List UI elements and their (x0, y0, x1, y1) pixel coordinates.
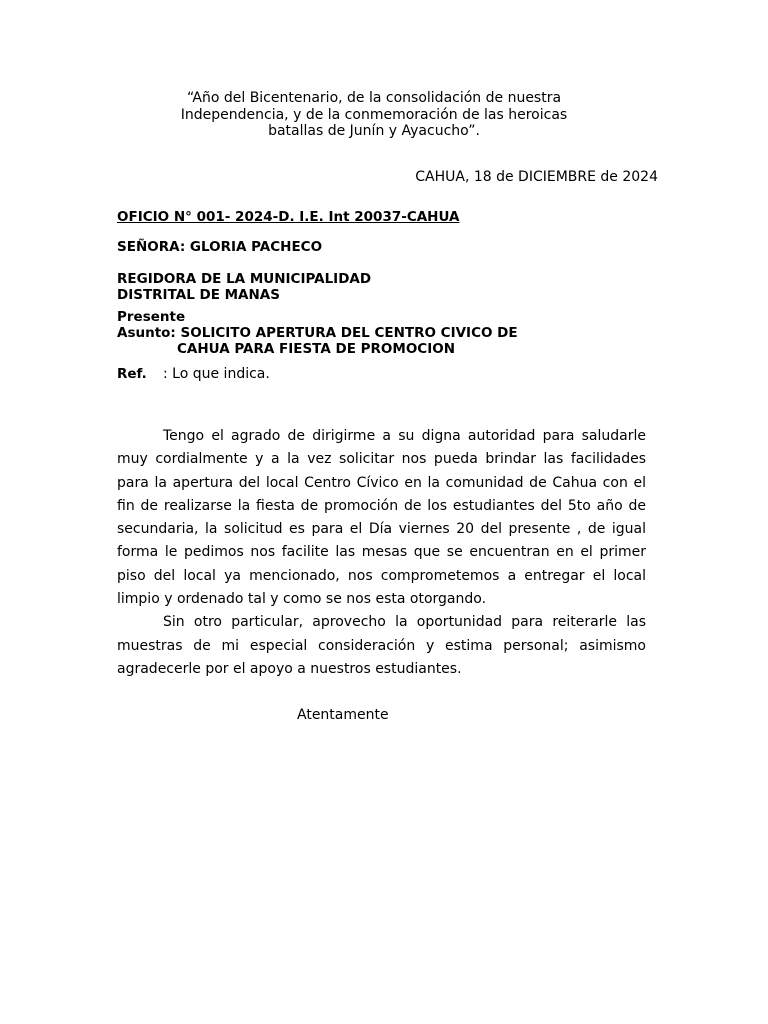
reference (117, 366, 270, 382)
oficio-number: OFICIO N° 001- 2024-D. I.E. Int 20037-CAHUA (117, 209, 460, 225)
subject-line-1: Asunto: SOLICITO APERTURA DEL CENTRO CIVICO DE (117, 325, 518, 341)
reference-value: : Lo que indica. (163, 366, 270, 382)
presente-label: Presente (117, 309, 186, 325)
header-motto (0, 90, 748, 140)
reference-label: Ref. (117, 366, 147, 382)
motto-line-1: “Año del Bicentenario, de la consolidación de nuestra (186, 90, 562, 106)
date-line: CAHUA, 18 de DICIEMBRE de 2024 (415, 169, 658, 185)
closing: Atentamente (297, 707, 389, 723)
recipient-title (117, 271, 371, 303)
motto-line-3: batallas de Junín y Ayacucho”. (268, 123, 480, 139)
motto-line-2: Independencia, y de la conmemoración de las heroicas (180, 106, 568, 123)
subject-line-2: CAHUA PARA FIESTA DE PROMOCION (177, 341, 456, 357)
recipient-title-line-1: REGIDORA DE LA MUNICIPALIDAD (117, 271, 372, 287)
body-paragraph-2: Sin otro particular, aprovecho la oportunidad para reiterarle las muestras de mi especial consideración y estima personal; asimismo agradecerle por el apoyo a nuestros estudiantes. (117, 614, 646, 677)
recipient-title-line-2: DISTRITAL DE MANAS (117, 287, 280, 303)
letter-body (117, 425, 646, 681)
body-paragraph-1: Tengo el agrado de dirigirme a su digna autoridad para saludarle muy cordialmente y a la vez solicitar nos pueda brindar las facilidades para la apertura del local Centro Cívico en la comunidad de Cahua con el fin de realizarse la fiesta de promoción de los estudiantes del 5to año de secundaria, la solicitud es para el Día viernes 20 del presente , de igual forma le pedimos nos facilite las mesas que se encuentran en el primer piso del local ya mencionado, nos comprometemos a entregar el local limpio y ordenado tal y como se nos esta otorgando. (117, 428, 646, 608)
recipient-name: SEÑORA: GLORIA PACHECO (117, 239, 323, 255)
